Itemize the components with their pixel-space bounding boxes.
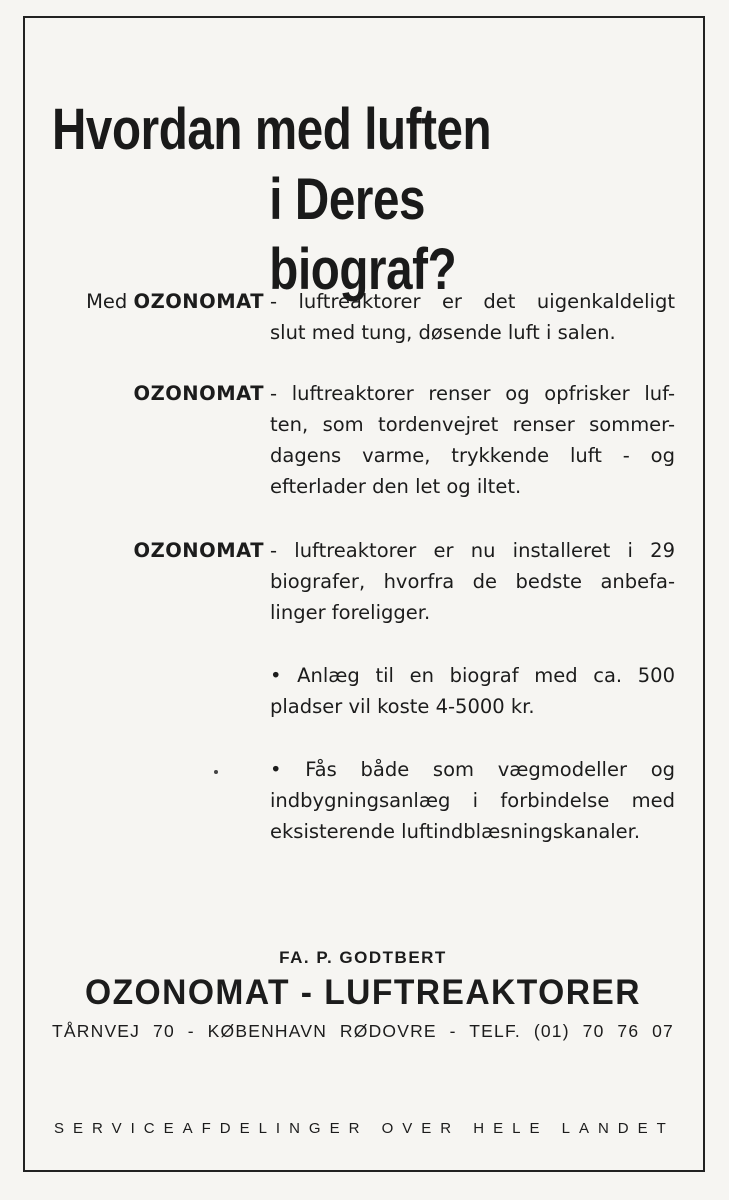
paragraph-2 — [50, 378, 675, 502]
company-name: OZONOMAT - LUFTREAKTORER — [85, 973, 641, 1012]
decorative-dot — [214, 770, 218, 774]
headline-line-2: i Deres biograf? — [269, 167, 457, 302]
paragraph-3-body — [270, 535, 675, 628]
paragraph-1-line-1: - luftreaktorer er det uigenkaldeligt — [270, 290, 675, 313]
paragraph-3-line-1: - luftreaktorer er nu installeret i 29 — [270, 539, 675, 562]
paragraph-3-line-3: linger foreligger. — [270, 601, 431, 624]
bullet-2-line-3: eksisterende luftindblæsningskanaler. — [270, 820, 641, 843]
headline-line-1: Hvordan med luften — [52, 97, 492, 162]
company-address: TÅRNVEJ 70 - KØBENHAVN RØDOVRE - TELF. (01) 70 76 07 — [52, 1021, 674, 1041]
brand-name: OZONOMAT — [133, 539, 264, 562]
paragraph-2-line-2: ten, som tordenvejret renser sommer- — [270, 413, 675, 436]
headline — [52, 95, 560, 305]
paragraph-3-line-2: biografer, hvorfra de bedste anbefa- — [270, 570, 675, 593]
paragraph-1-body — [270, 286, 675, 348]
brand-name: OZONOMAT — [133, 382, 264, 405]
paragraph-1-label — [50, 286, 264, 317]
paragraph-2-line-4: efterlader den let og iltet. — [270, 475, 522, 498]
bullet-2-line-2: indbygningsanlæg i forbindelse med — [270, 789, 675, 812]
paragraph-2-line-3: dagens varme, trykkende luft - og — [270, 444, 675, 467]
paragraph-2-label — [50, 378, 264, 409]
bullet-2-line-1: • Fås både som vægmodeller og — [270, 758, 675, 781]
paragraph-2-line-1: - luftreaktorer renser og opfrisker luf- — [270, 382, 675, 405]
bullet-1-line-1: • Anlæg til en biograf med ca. 500 — [270, 664, 675, 687]
paragraph-3 — [50, 535, 675, 628]
bullet-item-models — [270, 754, 675, 847]
brand-name: OZONOMAT — [133, 290, 264, 313]
company-owner: FA. P. GODTBERT — [279, 948, 447, 967]
bullet-1-line-2: pladser vil koste 4-5000 kr. — [270, 695, 535, 718]
paragraph-1-prefix: Med — [86, 290, 134, 313]
paragraph-1-line-2: slut med tung, døsende luft i salen. — [270, 321, 616, 344]
bullet-item-price — [270, 660, 675, 722]
paragraph-2-body — [270, 378, 675, 502]
paragraph-1 — [50, 286, 675, 348]
paragraph-3-label — [50, 535, 264, 566]
service-footer: SERVICEAFDELINGER OVER HELE LANDET — [54, 1120, 675, 1137]
